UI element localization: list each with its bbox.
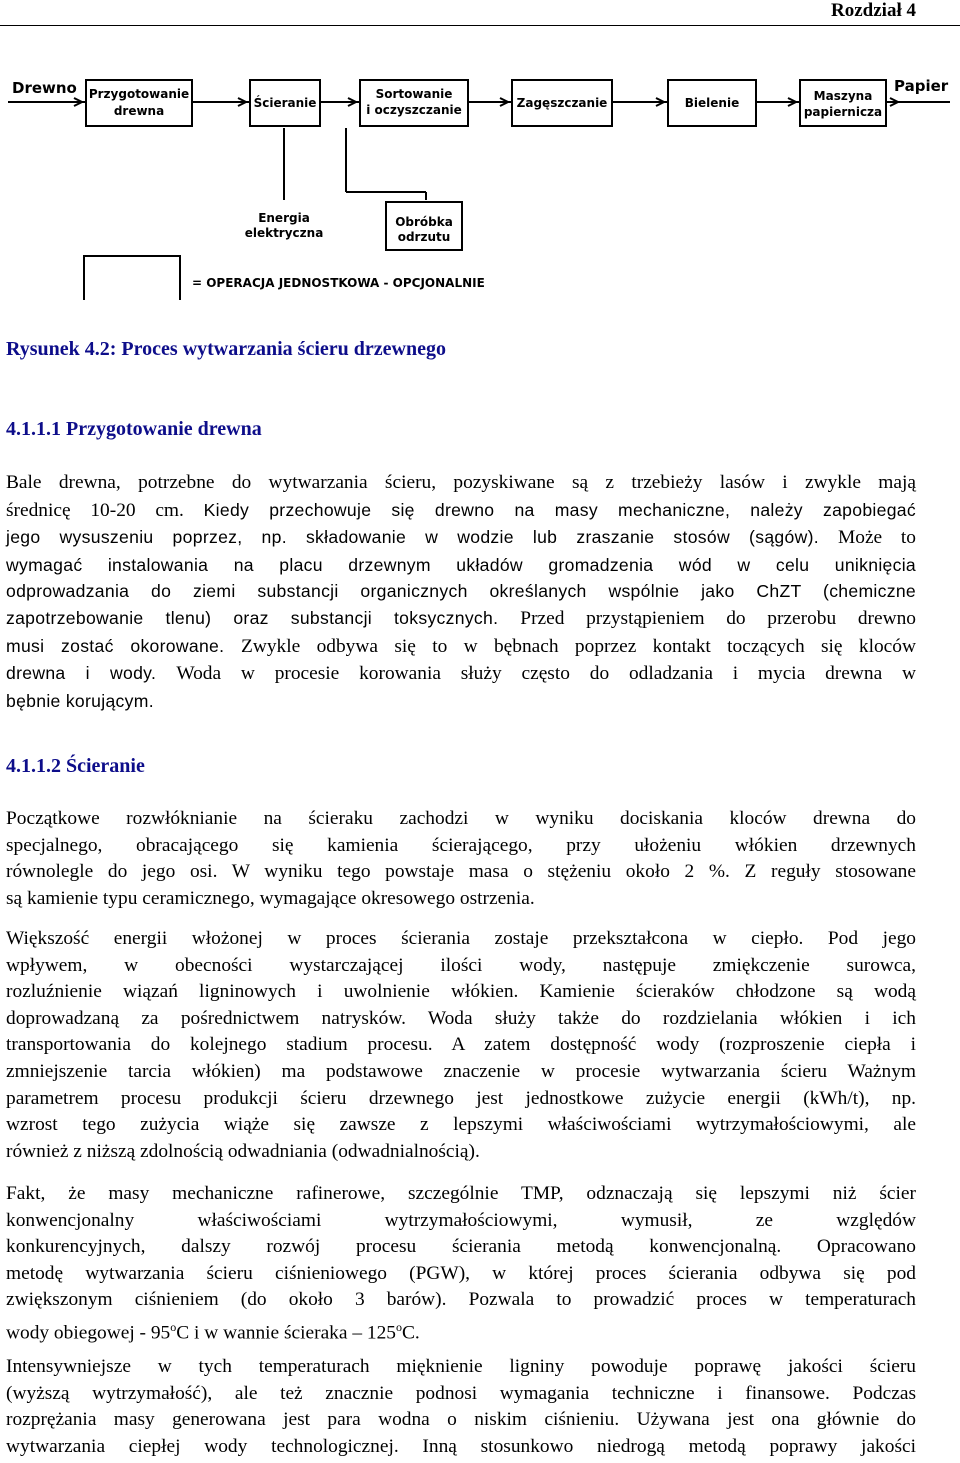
s1-line: drewna i wody. Woda w procesie korowania służy często do odladzania i mycia drewna w (6, 663, 916, 685)
s2-line: wzrost tego zużycia wiąże się zawsze z lepszymi właściwościami wytrzymałościowymi, ale (6, 1114, 916, 1136)
s1-line: wymagać instalowania na placu drzewnym układów gromadzenia wód w celu uniknięcia (6, 554, 916, 575)
s2-line: są kamienie typu ceramicznego, wymagające okresowego ostrzenia. (6, 887, 535, 909)
legend-text: = OPERACJA JEDNOSTKOWA - OPCJONALNIE (192, 276, 485, 290)
step-3-line2: i oczyszczanie (366, 103, 462, 117)
step-6-line2: papiernicza (803, 105, 883, 119)
s1-line: musi zostać okorowane. Zwykle odbywa się to w bębnach poprzez kontakt toczących się kloców (6, 635, 916, 657)
step-box-6 (800, 80, 886, 126)
legend-box (84, 256, 180, 300)
section2-paragraph-3 (6, 1181, 916, 1347)
header-rule (0, 25, 960, 26)
s2-line: konkurencyjnych, dalszy rozwój procesu ścierania metodą konwencjonalną. Opracowano (6, 1236, 916, 1258)
output-label: Papier (894, 77, 949, 95)
s1-line: Bale drewna, potrzebne do wytwarzania ścieru, pozyskiwane są z trzebieży lasów i zwykle mają (6, 472, 916, 493)
s2-line: transportowania do kolejnego stadium procesu. A zatem dostępność wody (rozproszenie ciepła i (6, 1034, 916, 1056)
s2-line: parametrem procesu produkcji ścieru drzewnego jest jednostkowe zużycie energii (kWh/t), np. (6, 1087, 916, 1109)
s1-line: średnicę 10-20 cm. Kiedy przechowuje się drewno na masy mechaniczne, należy zapobiegać (6, 499, 916, 521)
step-5-line1: Bielenie (684, 96, 740, 110)
s1-line: zapotrzebowanie tlenu) oraz substancji toksycznych. Przed przystąpieniem do przerobu drewno (6, 607, 916, 629)
reject-line2: odrzutu (397, 230, 451, 244)
section2-paragraph-2 (6, 926, 916, 1165)
s1-line: bębnie korującym. (6, 690, 154, 711)
step-2-line1: Ścieranie (253, 96, 317, 110)
s2-line: metodę wytwarzania ścieru ciśnieniowego (PGW), w której proces ścierania odbywa się pod (6, 1262, 916, 1284)
s2-line: specjalnego, obracającego się kamienia ścierającego, przy ułożeniu włókien drzewnych (6, 834, 916, 856)
step-3-line1: Sortowanie (375, 87, 453, 101)
s2-line: równolegle do jego osi. W wyniku tego powstaje masa o stężeniu około 2 %. Z reguły stosowane (6, 861, 916, 883)
s2-line: doprowadzaną za pośrednictwem natrysków. Woda służy także do rozdzielania włókien i ich (6, 1007, 916, 1029)
section2-paragraph-1 (6, 806, 916, 912)
s2-line: zwiększonym ciśnieniem (do około 3 barów). Pozwala to prowadzić proces w temperaturach (6, 1289, 916, 1311)
chapter-header: Rozdział 4 (831, 0, 916, 21)
step-4-line1: Zagęszczanie (516, 96, 608, 110)
step-1-line1: Przygotowanie (88, 87, 190, 101)
section-heading-2: 4.1.1.2 Ścieranie (6, 755, 145, 777)
reject-line1: Obróbka (395, 215, 453, 229)
s2-line: Początkowe rozwłóknianie na ścieraku zachodzi w wyniku dociskania kloców drewna do (6, 808, 916, 829)
s2-line: Fakt, że masy mechaniczne rafinerowe, szczególnie TMP, odznaczają się lepszymi niż ścier (6, 1183, 916, 1204)
figure-caption: Rysunek 4.2: Proces wytwarzania ścieru drzewnego (6, 338, 446, 360)
s2-line: wpływem, w obecności wystarczającej ilości wody, następuje zmiękczenie surowca, (6, 954, 916, 976)
s2-line: rozluźnienie wiązań ligninowych i uwolnienie włókien. Kamienie ścieraków chłodzone są wodą (6, 981, 916, 1003)
step-6-line1: Maszyna (813, 89, 873, 103)
energy-line2: elektryczna (244, 226, 324, 240)
s2-line: Intensywniejsze w tych temperaturach mięknienie ligniny powoduje poprawę jakości ścieru (6, 1356, 916, 1377)
section1-paragraph (6, 470, 916, 714)
s2-line: (wyższą wytrzymałość), ale też znacznie podnosi wymagania techniczne i finansowe. Podczas (6, 1382, 916, 1404)
step-1-line2: drewna (113, 104, 165, 118)
s2-line: konwencjonalny właściwościami wytrzymałościowymi, wymusił, ze względów (6, 1209, 916, 1231)
input-label: Drewno (12, 79, 77, 97)
energy-line1: Energia (258, 211, 310, 225)
s1-line: jego wysuszeniu poprzez, np. składowanie w wodzie lub zraszanie stosów (sągów). Może to (6, 527, 916, 549)
section-heading-1: 4.1.1.1 Przygotowanie drewna (6, 418, 262, 440)
section2-paragraph-4 (6, 1354, 916, 1460)
s2-line: Większość energii włożonej w proces ścierania zostaje przekształcona w ciepło. Pod jego (6, 928, 916, 949)
s2-line: wytwarzania ciepłej wody technologicznej. Inną stosunkowo niedrogą metodą poprawy jakości (6, 1435, 916, 1457)
process-diagram (0, 60, 960, 300)
s2-line: zmniejszenie tarcia włókien) ma podstawowe znaczenie w procesie wytwarzania ścieru Ważnym (6, 1060, 916, 1082)
s2-line: rozprężania masy generowana jest para wodna o niskim ciśnieniu. Używana jest ona głównie do (6, 1409, 916, 1431)
s1-line: odprowadzania do ziemi substancji organicznych określanych wspólnie jako ChZT (chemiczne (6, 581, 916, 602)
s2-line: wody obiegowej - 95$^o$C i w wannie ścieraka – 125$^o$C. (6, 1319, 420, 1344)
s2-line: również z niższą zdolnością odwadniania (odwadnialnością). (6, 1140, 480, 1162)
